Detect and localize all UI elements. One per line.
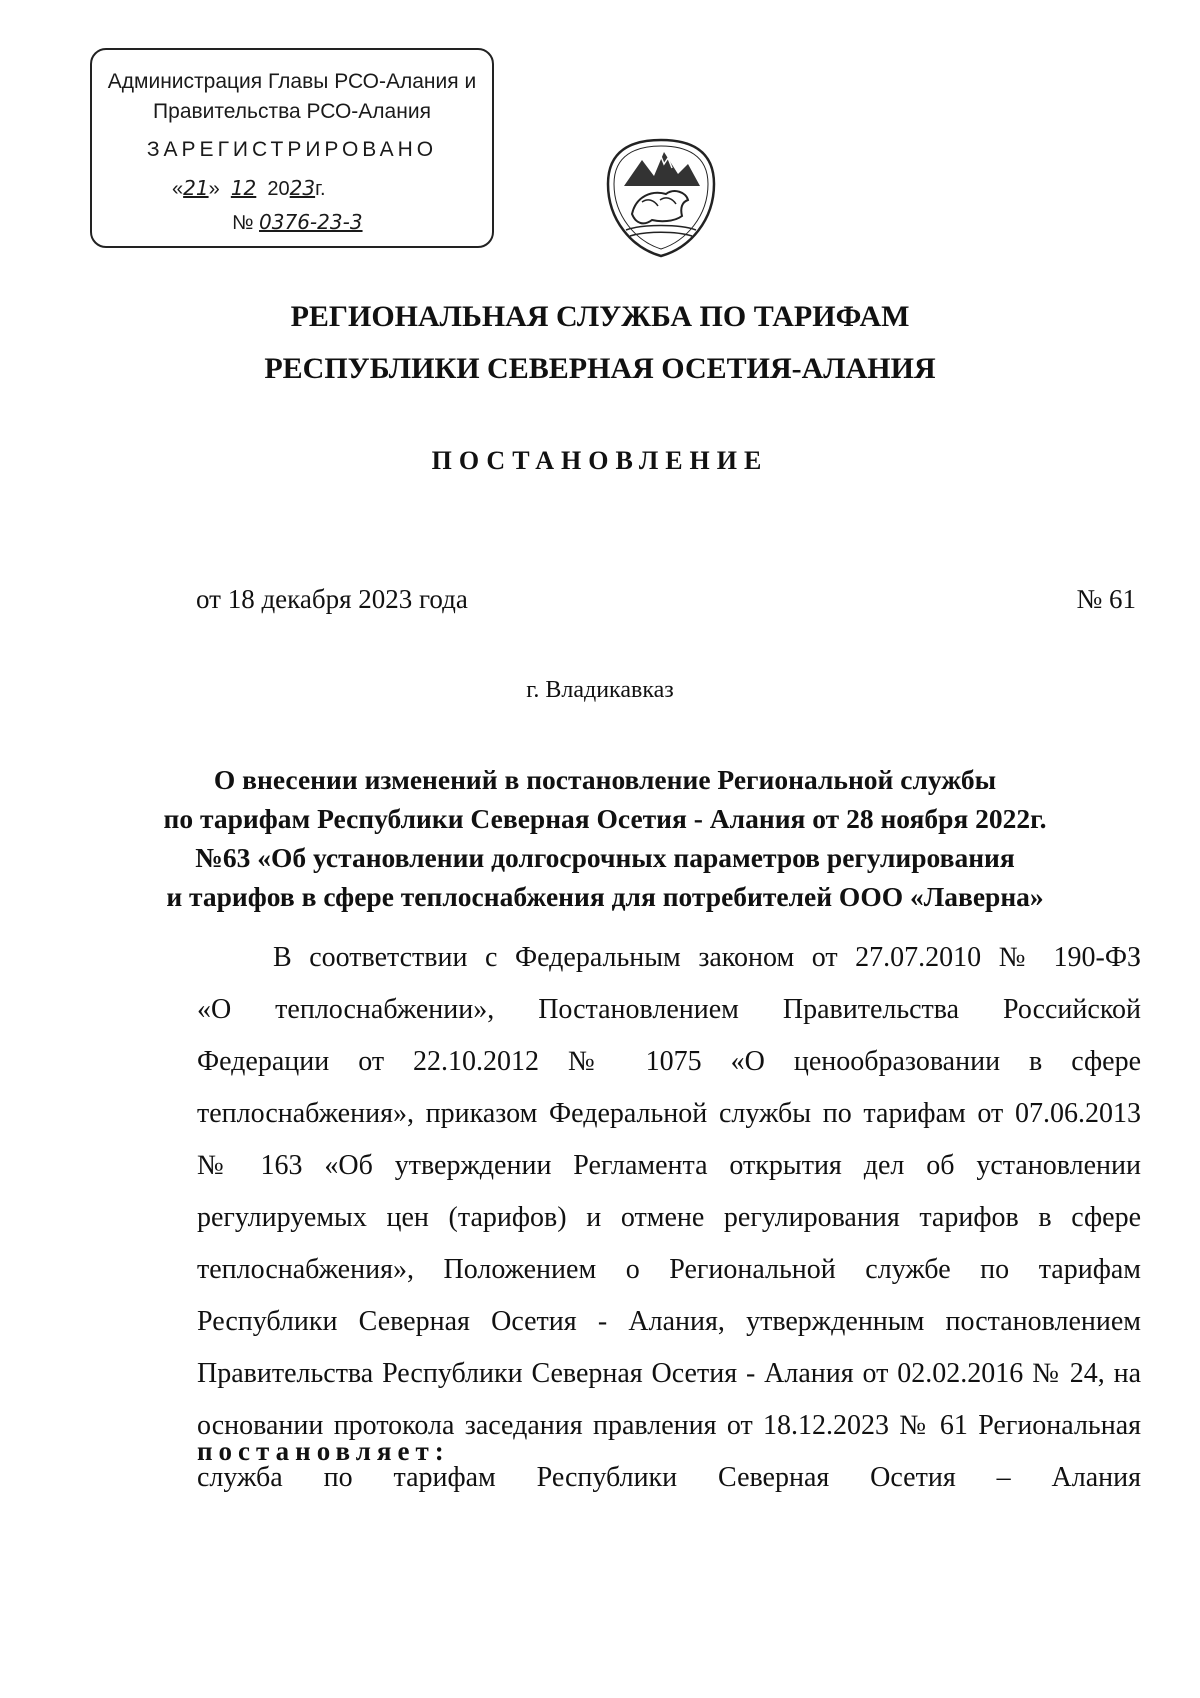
body-line: регулируемых цен (тарифов) и отмене регулирования тарифов в сфере [197,1202,1141,1233]
stamp-number [232,210,363,235]
stamp-day: 21 [183,176,209,200]
title-line: №63 «Об установлении долгосрочных параметров регулирования [195,842,1015,873]
body-line: В соответствии с Федеральным законом от 27.07.2010 № 190-ФЗ [273,942,1141,973]
stamp-date: «21» 12 2023г. [172,176,326,200]
body-line: Республики Северная Осетия - Алания, утвержденным постановлением [197,1306,1141,1337]
resolves-word: постановляет: [197,1436,450,1466]
stamp-authority-line1: Администрация Главы РСО-Алания и [107,70,477,93]
stamp-year-unit: г. [315,178,326,200]
title-line: по тарифам Республики Северная Осетия - Алания от 28 ноября 2022г. [163,803,1047,834]
document-city: г. Владикавказ [526,677,674,703]
emblem-graphic [602,136,720,260]
stamp-year-suffix: 23 [289,176,316,200]
registration-stamp [90,48,494,248]
stamp-registered-label: ЗАРЕГИСТРИРОВАНО [146,138,438,161]
body-line: Федерации от 22.10.2012 № 1075 «О ценообразовании в сфере [197,1046,1141,1077]
title-line: О внесении изменений в постановление Региональной службы [213,764,997,795]
body-line: Правительства Республики Северная Осетия - Алания от 02.02.2016 № 24, на [197,1358,1141,1389]
document-number: № 61 [1076,584,1136,614]
body-line: служба по тарифам Республики Северная Осетия – Алания [197,1462,1141,1493]
title-line: и тарифов в сфере теплоснабжения для потребителей ООО «Лаверна» [166,881,1044,912]
stamp-number-label: № [232,212,254,234]
north-ossetia-coat-of-arms-icon [602,136,720,260]
document-type: ПОСТАНОВЛЕНИЕ [431,446,769,475]
stamp-month: 12 [230,176,257,200]
body-line: теплоснабжения», Положением о Региональной службе по тарифам [197,1254,1141,1285]
organization-name-line2: РЕСПУБЛИКИ СЕВЕРНАЯ ОСЕТИЯ-АЛАНИЯ [264,352,936,385]
stamp-number-value: 0376-23-3 [259,210,363,234]
body-line: № 163 «Об утверждении Регламента открытия дел об установлении [197,1150,1141,1181]
body-line: основании протокола заседания правления от 18.12.2023 № 61 Региональная [197,1410,1141,1441]
stamp-authority-line2: Правительства РСО-Алания [153,100,431,123]
document-title [150,760,1060,916]
document-date: от 18 декабря 2023 года [196,584,468,614]
document-body [197,932,1141,1504]
body-line: «О теплоснабжении», Постановлением Правительства Российской [197,994,1141,1025]
body-line: теплоснабжения», приказом Федеральной службы по тарифам от 07.06.2013 [197,1098,1141,1129]
organization-name-line1: РЕГИОНАЛЬНАЯ СЛУЖБА ПО ТАРИФАМ [290,300,910,333]
stamp-year-prefix: 20 [267,178,290,200]
